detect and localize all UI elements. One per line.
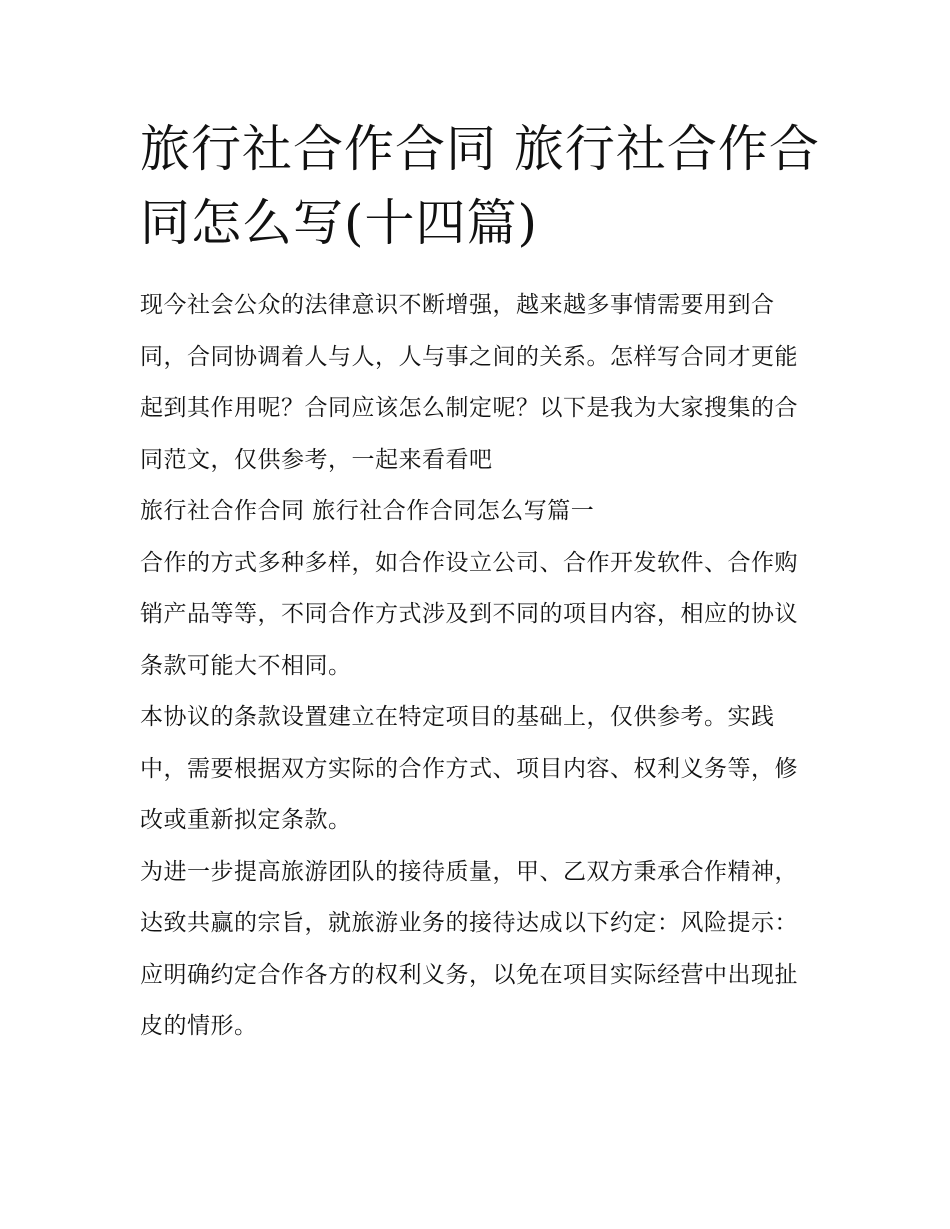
paragraph-purpose: 为进一步提高旅游团队的接待质量，甲、乙双方秉承合作精神，达致共赢的宗旨，就旅游业务的接待达成以下约定：风险提示：: [140, 858, 798, 936]
paragraph-intro: 现今社会公众的法律意识不断增强，越来越多事情需要用到合同，合同协调着人与人，人与事之间的关系。怎样写合同才更能起到其作用呢？合同应该怎么制定呢？以下是我为大家搜集的合同范文，仅供参考，一起来看看吧: [140, 292, 798, 473]
paragraph-risk-tip: 应明确约定合作各方的权利义务，以免在项目实际经营中出现扯皮的情形。: [140, 961, 798, 1039]
paragraph-cooperation-methods: 合作的方式多种多样，如合作设立公司、合作开发软件、合作购销产品等等，不同合作方式涉及到不同的项目内容，相应的协议条款可能大不相同。: [140, 549, 798, 679]
paragraph-clause-note: 本协议的条款设置建立在特定项目的基础上，仅供参考。实践中，需要根据双方实际的合作方式、项目内容、权利义务等，修改或重新拟定条款。: [140, 704, 798, 833]
document-body: [140, 280, 820, 1053]
section-heading: 旅行社合作合同 旅行社合作合同怎么写篇一: [140, 498, 595, 524]
document-title: 旅行社合作合同 旅行社合作合同怎么写(十四篇): [140, 120, 820, 252]
